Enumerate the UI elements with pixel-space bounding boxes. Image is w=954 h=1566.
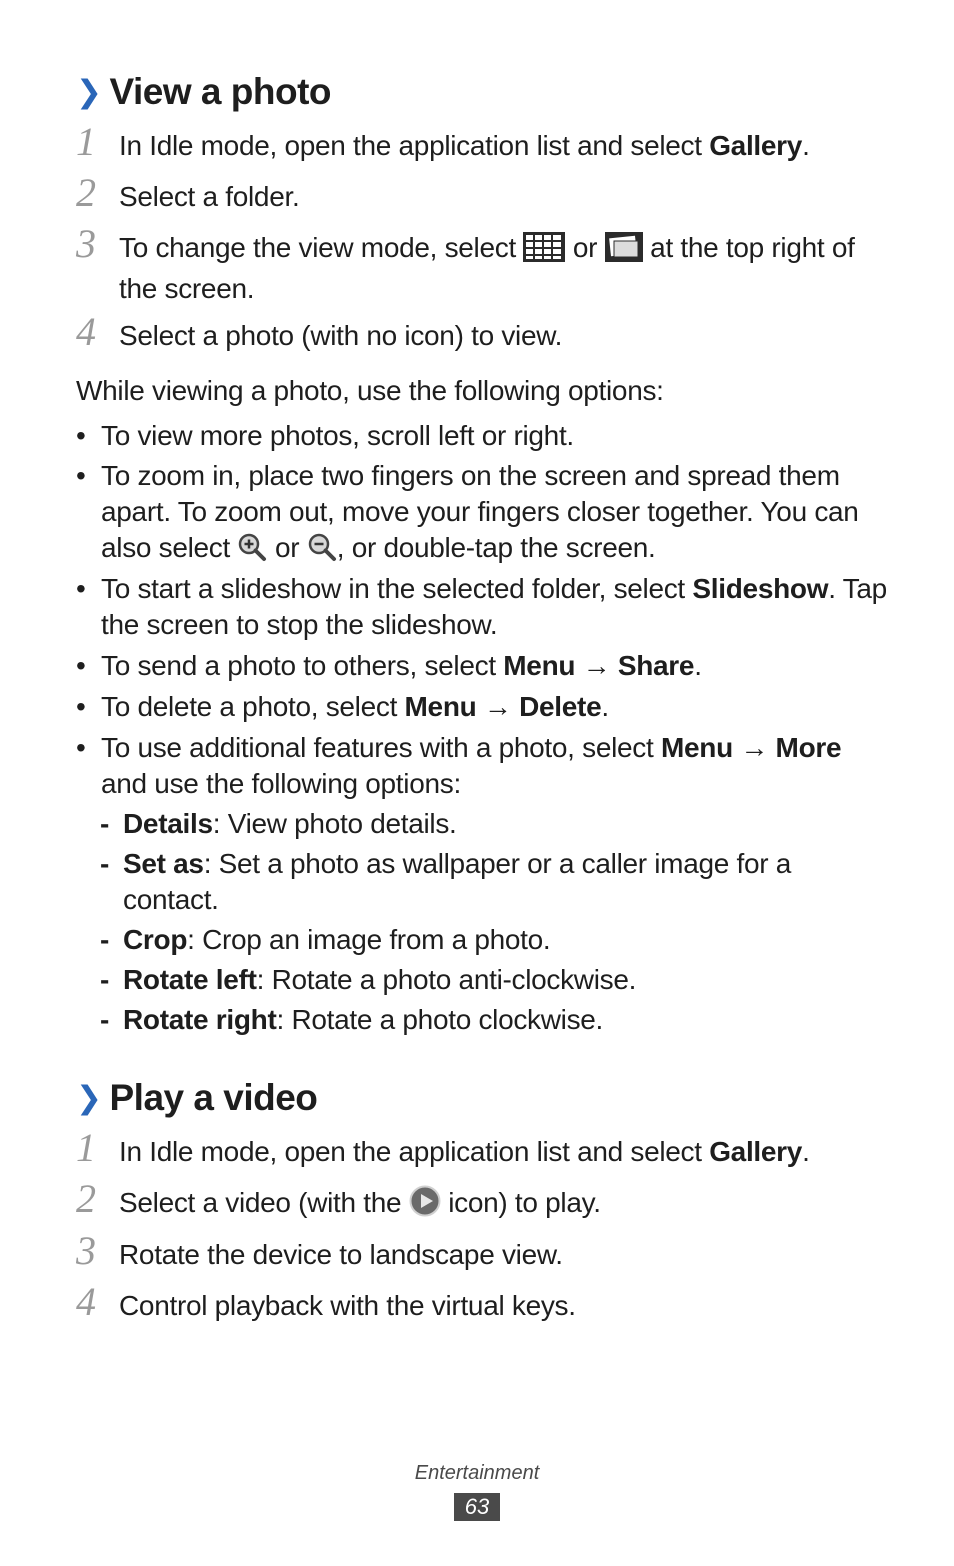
step-number: 2 [76,170,96,215]
section-title-text: View a photo [109,71,331,112]
step-text: Select a video (with the icon) to play. [119,1185,889,1226]
step-number: 3 [76,1228,96,1273]
step-text: Rotate the device to landscape view. [119,1239,563,1270]
step-number: 1 [76,119,96,164]
step-text: In Idle mode, open the application list and select Gallery. [119,1136,810,1167]
page-number: 63 [454,1493,500,1521]
step-text: Control playback with the virtual keys. [119,1290,576,1321]
album-view-icon [605,232,643,271]
step-number: 2 [76,1176,96,1221]
step-number: 1 [76,1125,96,1170]
step-number: 4 [76,1279,96,1324]
section-title-text: Play a video [109,1077,318,1118]
section-title-play-video [76,1078,317,1120]
zoom-out-icon [307,532,337,571]
options-intro: While viewing a photo, use the following options: [76,375,664,406]
chevron-right-icon: ❯ [76,74,102,109]
section-title-view-photo [76,72,331,114]
manual-page: ❯ View a photo 1 In Idle mode, open the application list and select Gallery. 2 Select a folder. 3 To change the view mode, select or at the top right of the screen. 4 Select a photo (with no icon) to view. While viewing a photo, use the following options: • To view more photos, scroll left or right. • To zoom in, place two fingers on the screen and spread them apart. To zoom out, move your fingers closer together. You can also select or , or double-tap the screen. • To start a slideshow in the selected folder, select Slideshow. Tap the screen to stop the slideshow. • To send a photo to others, select Menu → Share. • To delete a photo, select Menu → Delete. • To use additional features with a photo, select Menu → More and use the following options: - Details: View photo details. - Set as: Set a photo as wallpaper or a caller image for a contact. - Crop: Crop an image from a photo. - Rotate left: Rotate a photo anti-clockwise. - Rotate right: Rotate a photo clockwise. ❯ Play a video 1 In Idle mode, open the application list and select Gallery. 2 Select a video (with the icon) to play. 3 Rotate the device to landscape view. 4 Control playback with the virtual keys. Entertainment 63 [0,0,954,1566]
step-number: 3 [76,221,96,266]
grid-view-icon [523,232,565,271]
step-text: To change the view mode, select or at the top right of the screen. [119,232,855,304]
step-number: 4 [76,309,96,354]
chevron-right-icon: ❯ [76,1080,102,1115]
footer-section-label: Entertainment [414,1462,540,1484]
video-play-icon [409,1185,441,1226]
step-text: In Idle mode, open the application list and select Gallery. [119,130,810,161]
step-text: Select a folder. [119,181,300,212]
zoom-in-icon [237,532,267,571]
step-text: Select a photo (with no icon) to view. [119,320,563,351]
